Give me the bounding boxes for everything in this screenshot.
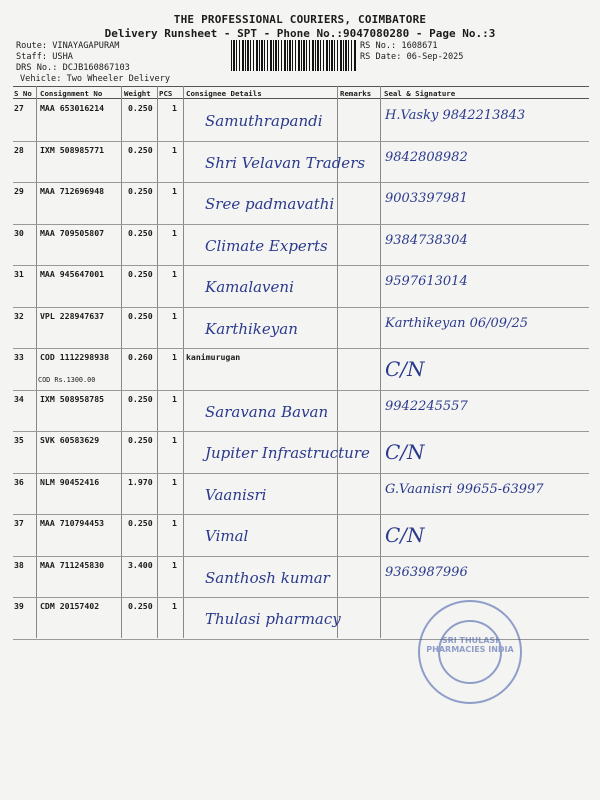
signature: 9003397981	[385, 191, 468, 206]
table-row	[13, 100, 589, 142]
handwritten-consignee: Sree padmavathi	[205, 195, 335, 213]
weight-cell: 0.250	[128, 269, 153, 279]
handwritten-consignee: Samuthrapandi	[205, 112, 323, 130]
meta-left	[16, 41, 130, 74]
sno-cell: 28	[14, 144, 24, 155]
signature: 9942245557	[385, 398, 468, 414]
table-row	[13, 474, 589, 516]
signature: H.Vasky 9842213843	[385, 108, 526, 123]
consignment-cell: MAA 711245830	[40, 559, 105, 570]
consignment-cell: VPL 228947637	[40, 310, 105, 321]
signature: C/N	[385, 357, 425, 381]
consignment-cell: SVK 60583629	[40, 435, 100, 445]
sno-cell: 34	[14, 393, 24, 404]
sno-cell: 38	[14, 559, 24, 570]
table-row	[13, 432, 589, 474]
pcs-cell: 1	[172, 601, 177, 611]
cod-note: COD Rs.1300.00	[38, 376, 96, 384]
handwritten-consignee: Saravana Bavan	[205, 402, 329, 421]
handwritten-consignee: Thulasi pharmacy	[205, 610, 341, 628]
weight-cell: 0.250	[128, 435, 153, 445]
pcs-cell: 1	[172, 559, 177, 570]
barcode	[231, 40, 356, 71]
col-pcs: PCS	[159, 89, 173, 98]
sno-cell: 33	[14, 352, 24, 362]
pcs-cell: 1	[172, 103, 177, 113]
sno-cell: 29	[14, 186, 24, 196]
col-sno: S No	[14, 89, 32, 98]
header-rule-top	[13, 86, 589, 87]
handwritten-consignee: Climate Experts	[205, 236, 328, 255]
consignment-cell: MAA 710794453	[40, 518, 105, 528]
seal-stamp	[418, 600, 522, 704]
handwritten-consignee: Karthikeyan	[205, 319, 298, 338]
weight-cell: 0.260	[128, 352, 153, 362]
weight-cell: 0.250	[128, 601, 153, 611]
pcs-cell: 1	[172, 476, 177, 487]
weight-cell: 1.970	[128, 476, 153, 487]
consignment-cell: MAA 653016214	[40, 103, 105, 113]
table-row	[13, 515, 589, 557]
drs-no: DRS No.: DCJB160867103	[16, 63, 130, 73]
sno-cell: 27	[14, 103, 24, 113]
weight-cell: 0.250	[128, 518, 153, 528]
sno-cell: 30	[14, 227, 24, 238]
pcs-cell: 1	[172, 144, 177, 155]
handwritten-consignee: Vimal	[205, 527, 249, 545]
consignment-cell: IXM 508958785	[40, 393, 105, 404]
consignment-cell: MAA 945647001	[40, 269, 105, 279]
signature: 9363987996	[385, 564, 468, 580]
handwritten-consignee: Shri Velavan Traders	[205, 153, 366, 172]
handwritten-consignee: Santhosh kumar	[205, 568, 330, 587]
pcs-cell: 1	[172, 352, 177, 362]
table-row	[13, 391, 589, 433]
handwritten-consignee: Kamalaveni	[205, 278, 294, 296]
signature: 9842808982	[385, 149, 468, 165]
pcs-cell: 1	[172, 435, 177, 445]
consignment-cell: IXM 508985771	[40, 144, 105, 155]
col-remarks: Remarks	[340, 89, 372, 98]
sno-cell: 37	[14, 518, 24, 528]
col-consignee: Consignee Details	[186, 89, 262, 98]
sno-cell: 36	[14, 476, 24, 487]
vehicle: Vehicle: Two Wheeler Delivery	[20, 74, 171, 84]
table-row	[13, 225, 589, 267]
table-row	[13, 308, 589, 350]
sno-cell: 39	[14, 601, 24, 611]
pcs-cell: 1	[172, 518, 177, 528]
table-row	[13, 183, 589, 225]
rs-no: RS No.: 1608671	[360, 41, 438, 51]
signature: Karthikeyan 06/09/25	[385, 315, 528, 331]
table-row	[13, 349, 589, 391]
consignment-cell: NLM 90452416	[40, 476, 100, 487]
weight-cell: 0.250	[128, 393, 153, 404]
pcs-cell: 1	[172, 227, 177, 238]
pcs-cell: 1	[172, 269, 177, 279]
handwritten-consignee: Vaanisri	[205, 485, 267, 504]
consignment-cell: MAA 709505807	[40, 227, 105, 238]
consignment-cell: CDM 20157402	[40, 601, 100, 611]
consignee-cell: kanimurugan	[186, 352, 241, 362]
weight-cell: 0.250	[128, 227, 153, 238]
meta-right	[360, 41, 463, 63]
rs-date: RS Date: 06-Sep-2025	[360, 52, 464, 62]
pcs-cell: 1	[172, 186, 177, 196]
sno-cell: 35	[14, 435, 24, 445]
signature: G.Vaanisri 99655-63997	[385, 481, 544, 497]
signature: 9597613014	[385, 274, 468, 289]
weight-cell: 3.400	[128, 559, 153, 570]
weight-cell: 0.250	[128, 310, 153, 321]
col-consignment: Consignment No	[40, 89, 103, 98]
table-row	[13, 142, 589, 184]
consignment-cell: COD 1112298938	[40, 352, 110, 362]
col-seal: Seal & Signature	[384, 89, 456, 98]
staff: Staff: USHA	[16, 52, 73, 62]
col-weight: Weight	[124, 89, 151, 98]
sno-cell: 32	[14, 310, 24, 321]
handwritten-consignee: Jupiter Infrastructure	[205, 444, 370, 462]
header-rule-bottom	[13, 98, 589, 99]
runsheet-subtitle: Delivery Runsheet - SPT - Phone No.:9047080280 - Page No.:3	[104, 27, 496, 40]
weight-cell: 0.250	[128, 186, 153, 196]
table-row	[13, 266, 589, 308]
consignment-cell: MAA 712696948	[40, 186, 105, 196]
sno-cell: 31	[14, 269, 24, 279]
signature: 9384738304	[385, 232, 468, 248]
signature: C/N	[385, 523, 425, 547]
weight-cell: 0.250	[128, 144, 153, 155]
route: Route: VINAYAGAPURAM	[16, 41, 120, 51]
runsheet-title: THE PROFESSIONAL COURIERS, COIMBATORE	[173, 13, 427, 26]
seal-stamp-text: SRI THULASI PHARMACIES INDIA	[426, 636, 514, 654]
table-row	[13, 557, 589, 599]
signature: C/N	[385, 440, 425, 464]
pcs-cell: 1	[172, 310, 177, 321]
pcs-cell: 1	[172, 393, 177, 404]
weight-cell: 0.250	[128, 103, 153, 113]
